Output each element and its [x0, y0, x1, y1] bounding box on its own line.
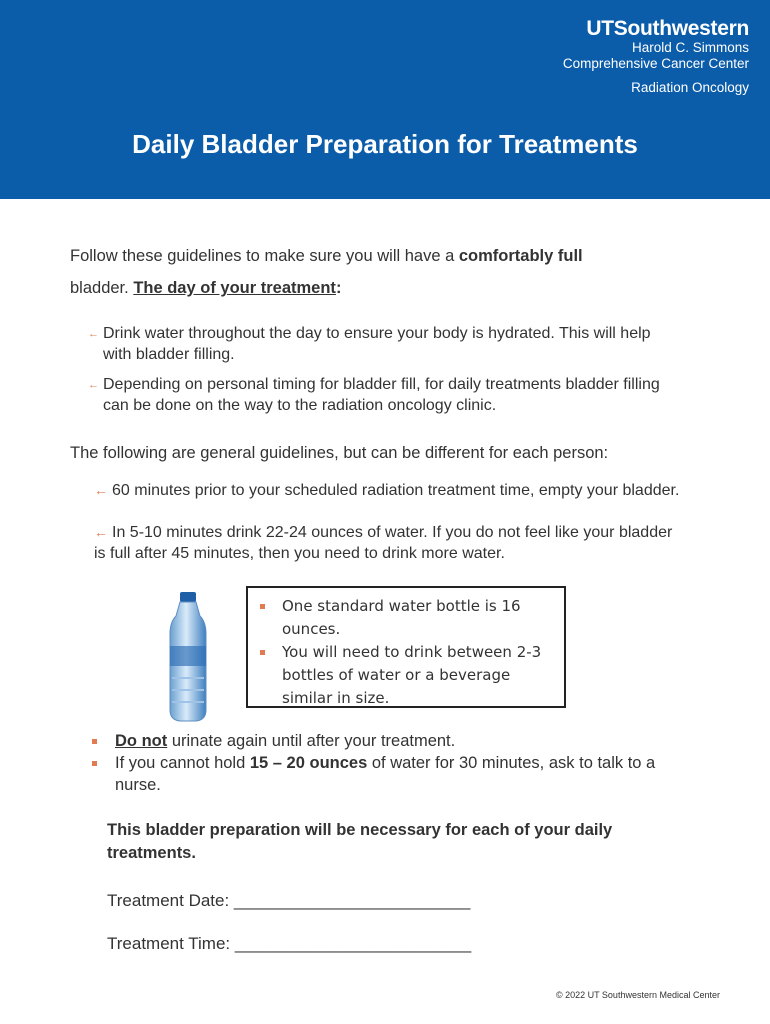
- arrow-left-icon: ←: [88, 328, 99, 340]
- water-bottle-image: [160, 590, 216, 724]
- water-info-box: [246, 586, 566, 708]
- arrow-left-icon: ←: [94, 482, 108, 498]
- intro-text1: Follow these guidelines to make sure you will have a: [70, 247, 459, 265]
- bullet-square-icon: [92, 761, 97, 766]
- arrow-left-icon: ←: [88, 379, 99, 391]
- intro-colon: :: [335, 279, 342, 297]
- department-name: Radiation Oncology: [631, 80, 749, 95]
- list-item-text: urinate again until after your treatment.: [167, 732, 456, 750]
- page-title: Daily Bladder Preparation for Treatments: [132, 129, 638, 159]
- info-item-text: You will need to drink between 2-3 bottles of water or a beverage similar in size.: [282, 643, 542, 707]
- list-item: [92, 752, 672, 796]
- treatment-date-field[interactable]: Treatment Date: _________________________: [107, 891, 471, 910]
- instructions-list: [92, 730, 672, 796]
- guidelines-intro: The following are general guidelines, but can be different for each person:: [70, 444, 609, 462]
- bullet-square-icon: [260, 604, 265, 609]
- bullet-square-icon: [260, 650, 265, 655]
- intro-text2: bladder.: [70, 279, 134, 297]
- intro-bold: comfortably full: [458, 247, 583, 265]
- do-not-emphasis: Do not: [115, 732, 168, 750]
- info-item: [248, 641, 564, 710]
- list-item-text: of water for 30 minutes, ask to talk to a nurse.: [115, 754, 656, 794]
- bullet-square-icon: [92, 739, 97, 744]
- guideline-item-text: In 5-10 minutes drink 22-24 ounces of water. If you do not feel like your bladder is full after 45 minutes, then you need to drink more water.: [94, 524, 673, 562]
- day-of-item-text: Depending on personal timing for bladder fill, for daily treatments bladder filling can be done on the way to the radiation oncology clinic.: [103, 376, 660, 414]
- center-name-line2: Comprehensive Cancer Center: [562, 55, 749, 71]
- day-of-item-text: Drink water throughout the day to ensure your body is hydrated. This will help with bladder filling.: [103, 325, 651, 363]
- intro-day-heading: The day of your treatment: [133, 279, 336, 297]
- center-name-line1: Harold C. Simmons: [631, 40, 749, 55]
- list-item-text: If you cannot hold: [115, 754, 250, 772]
- treatment-time-field[interactable]: Treatment Time: _________________________: [107, 934, 472, 953]
- day-of-item: [88, 374, 668, 416]
- intro-paragraph: [70, 240, 690, 304]
- info-item: [248, 595, 564, 641]
- header-banner: [0, 0, 770, 199]
- ounces-emphasis: 15 – 20 ounces: [249, 754, 368, 772]
- list-item: [92, 730, 672, 752]
- day-of-item: [88, 323, 668, 365]
- guideline-item-text: 60 minutes prior to your scheduled radiation treatment time, empty your bladder.: [112, 482, 680, 499]
- preparation-note: This bladder preparation will be necessary for each of your daily treatments.: [107, 821, 613, 862]
- footer-copyright: © 2022 UT Southwestern Medical Center: [555, 990, 720, 1000]
- brand-block: [563, 18, 749, 95]
- guideline-item: [94, 480, 684, 501]
- info-item-text: One standard water bottle is 16 ounces.: [282, 597, 521, 638]
- ut-southwestern-logo: UTSouthwestern: [586, 17, 749, 40]
- arrow-left-icon: ←: [94, 524, 108, 540]
- guideline-item: [94, 522, 684, 564]
